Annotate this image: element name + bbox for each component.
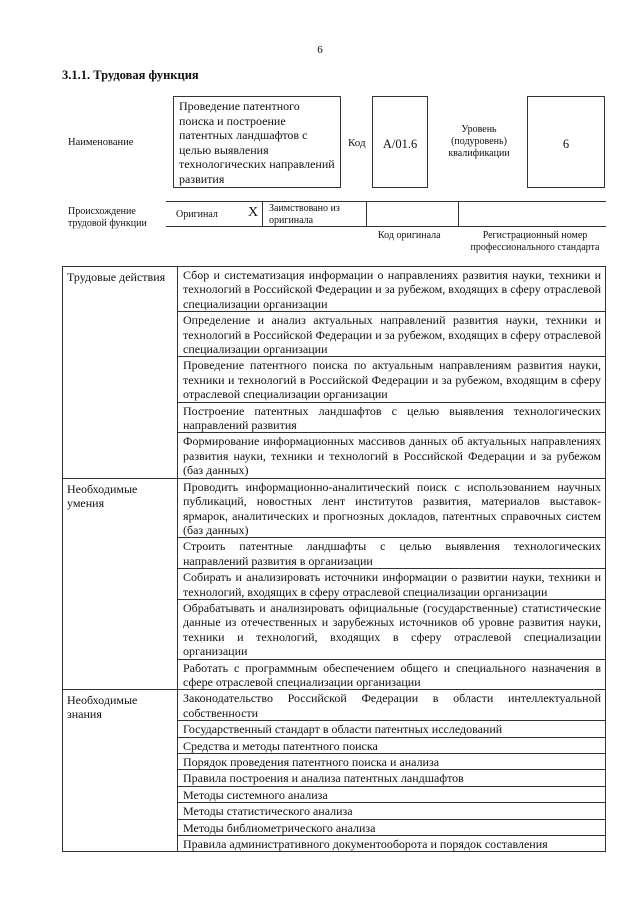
list-item: Сбор и систематизация информации о направлениях развития науки, техники и технологий в Российской Федерации и за рубежом, входящих в сферу отраслевой специализации организации (178, 267, 606, 312)
list-item: Правила административного документооборота и порядок составления (178, 836, 606, 852)
table-row (63, 478, 606, 538)
function-code-value: A/01.6 (372, 96, 428, 188)
list-item: Проведение патентного поиска по актуальным направлениям развития науки, техники и технологий в Российской Федерации и за рубежом, входящим в сферу отраслевой специализации организации (178, 357, 606, 402)
level-label: Уровень (подуровень) квалификации (448, 124, 510, 159)
section-title: 3.1.1. Трудовая функция (62, 68, 199, 82)
list-item: Законодательство Российской Федерации в области интеллектуальной собственности (178, 690, 606, 721)
name-label: Наименование (68, 137, 134, 148)
level-value: 6 (527, 96, 605, 188)
list-item: Методы системного анализа (178, 786, 606, 802)
function-details-table (62, 266, 606, 852)
list-item: Собирать и анализировать источники информации о развитии науки, техники и технологий, входящих в сферу отраслевой специализации организации (178, 569, 606, 600)
section-title-skills: Необходимые умения (63, 478, 178, 690)
code-label: Код (348, 137, 366, 149)
list-item: Строить патентные ландшафты с целью выявления технологических направлений развития в организации (178, 538, 606, 569)
code-original-cell (366, 202, 458, 226)
section-title-actions: Трудовые действия (63, 267, 178, 479)
code-original-label: Код оригинала (378, 230, 441, 241)
page-number: 6 (317, 44, 323, 56)
table-row (63, 267, 606, 312)
function-name-value: Проведение патентного поиска и построение патентных ландшафтов с целью выявления технологических направлений развития (173, 96, 341, 188)
list-item: Формирование информационных массивов данных об актуальных направлениях развития науки, техники и технологий в Российской Федерации и за рубежом (баз данных) (178, 433, 606, 478)
reg-number-cell (458, 202, 606, 226)
reg-number-label: Регистрационный номер профессионального стандарта (470, 230, 600, 253)
borrowed-label: Заимствовано из оригинала (269, 203, 340, 226)
list-item: Правила построения и анализа патентных ландшафтов (178, 770, 606, 786)
list-item: Построение патентных ландшафтов с целью выявления технологических направлений развития (178, 402, 606, 433)
list-item: Определение и анализ актуальных направлений развития науки, техники и технологий в Российской Федерации и за рубежом, входящих в сферу отраслевой специализации организации (178, 312, 606, 357)
list-item: Методы статистического анализа (178, 803, 606, 819)
list-item: Обрабатывать и анализировать официальные (государственные) статистические данные из отечественных и зарубежных источников об уровне развития науки, техники и технологий, входящих в сферу отраслевой специализации организации (178, 599, 606, 659)
section-title-knowledge: Необходимые знания (63, 690, 178, 852)
table-row (63, 690, 606, 721)
list-item: Методы библиометрического анализа (178, 819, 606, 835)
list-item: Работать с программным обеспечением общего и специального назначения в сфере отраслевой специализации организации (178, 659, 606, 690)
list-item: Средства и методы патентного поиска (178, 737, 606, 753)
original-label: Оригинал (176, 209, 218, 220)
list-item: Проводить информационно-аналитический поиск с использованием научных публикаций, новостных лент институтов развития, материалов выставок-ярмарок, аналитических и прогнозных докладов, патентных справочных систем (баз данных) (178, 478, 606, 538)
origin-row (166, 201, 606, 227)
list-item: Государственный стандарт в области патентных исследований (178, 721, 606, 737)
list-item: Порядок проведения патентного поиска и анализа (178, 754, 606, 770)
original-mark: X (248, 205, 259, 220)
origin-label: Происхождение трудовой функции (68, 206, 147, 229)
